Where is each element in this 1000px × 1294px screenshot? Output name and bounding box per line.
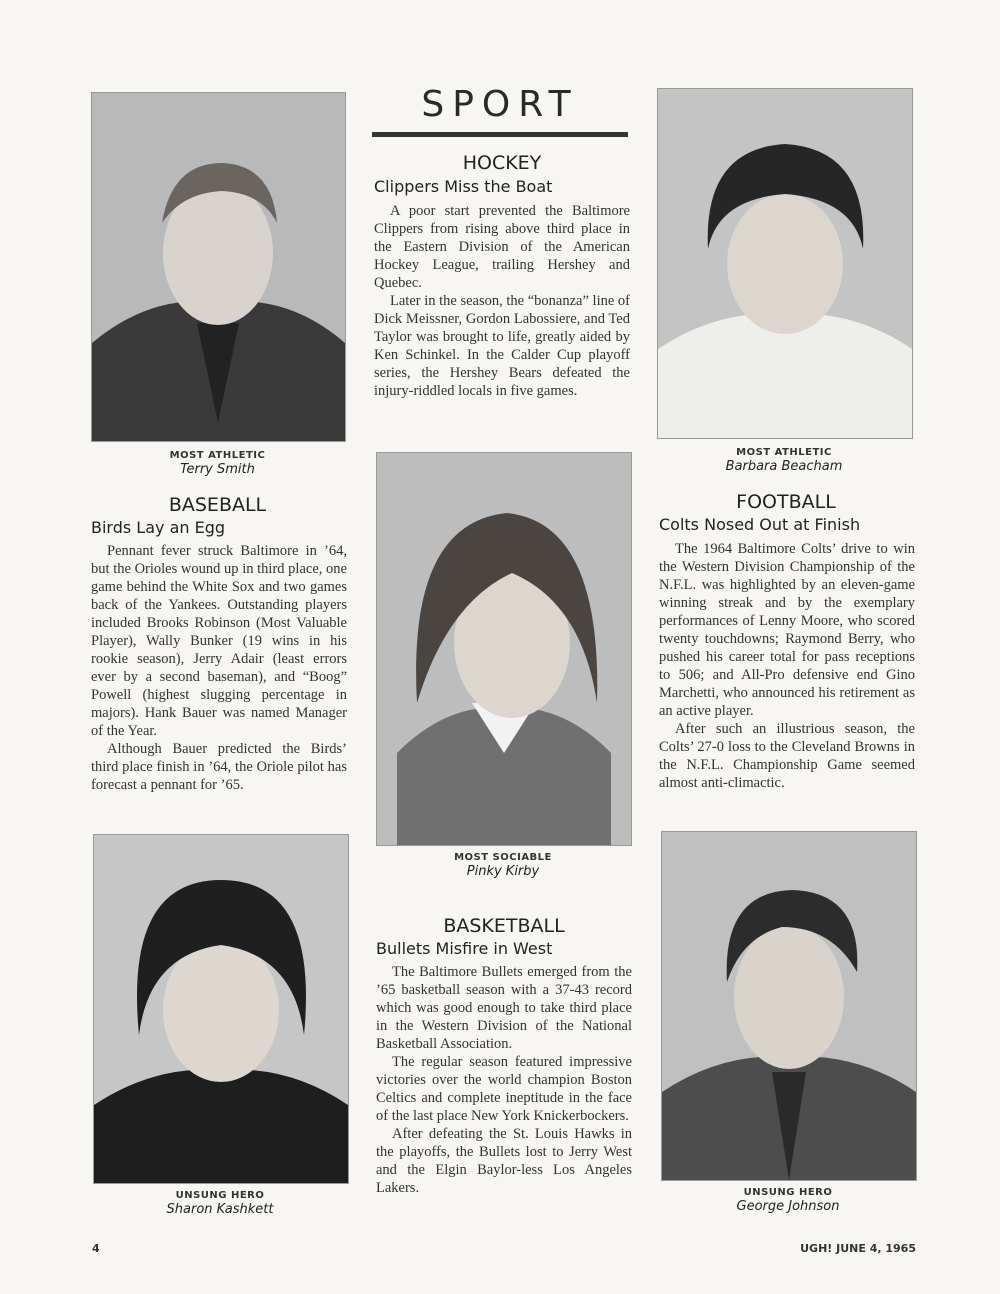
basketball-article (376, 963, 632, 1197)
football-article (659, 540, 915, 792)
hockey-headline: Clippers Miss the Boat (374, 177, 553, 196)
baseball-paragraph: Pennant fever struck Baltimore in ’64, but the Orioles wound up in third place, one game behind the White Sox and two games back of the Yankees. Outstanding players included Brooks Robinson (Most Valuable Player), Wally Bunker (19 wins in his rookie season), Jerry Adair (least errors ever by a second baseman), and “Boog” Powell (highest slugging percentage in majors). Hank Bauer was named Manager of the Year. (91, 543, 347, 739)
person-name: George Johnson (736, 1199, 840, 1214)
football-paragraph: After such an illustrious season, the Colts’ 27-0 loss to the Cleveland Browns in the N.F.L. Championship Game seemed almost anti-climactic. (659, 721, 915, 791)
award-label: UNSUNG HERO (743, 1187, 833, 1198)
portrait-photo-pinky-kirby (376, 452, 632, 846)
football-paragraph: The 1964 Baltimore Colts’ drive to win the Western Division Championship of the N.F.L. was highlighted by an eleven-game winning streak and by the exemplary performances of Lenny Moore, who scored twenty touchdowns; Raymond Berry, who pushed his career total for pass receptions to 506; and All-Pro defensive end Gino Marchetti, who announced his retirement as an active player. (659, 541, 915, 719)
basketball-paragraph: The regular season featured impressive victories over the world champion Boston Celtics and complete ineptitude in the face of the last place New York Knickerbockers. (376, 1054, 632, 1124)
portrait-caption-pinky-kirby (376, 852, 630, 879)
person-name: Pinky Kirby (466, 864, 540, 879)
award-label: MOST SOCIABLE (454, 852, 552, 863)
baseball-article (91, 542, 347, 794)
portrait-caption-barbara-beacham (657, 447, 911, 474)
award-label: MOST ATHLETIC (736, 447, 832, 458)
portrait-caption-george-johnson (661, 1187, 915, 1214)
basketball-paragraph: The Baltimore Bullets emerged from the ’65 basketball season with a 37-43 record which was good enough to take third place in the Western Division of the National Basketball Association. (376, 964, 632, 1052)
portrait-caption-sharon-kashkett (93, 1190, 347, 1217)
portrait-photo-george-johnson (661, 831, 917, 1181)
basketball-headline: Bullets Misfire in West (376, 939, 553, 958)
award-label: UNSUNG HERO (175, 1190, 265, 1201)
person-name: Terry Smith (180, 462, 255, 477)
portrait-caption-terry-smith (91, 450, 344, 477)
page-title: SPORT (421, 84, 579, 125)
portrait-photo-barbara-beacham (657, 88, 913, 439)
basketball-paragraph: After defeating the St. Louis Hawks in the playoffs, the Bullets lost to Jerry West and the Elgin Baylor-less Los Angeles Lakers. (376, 1126, 632, 1196)
baseball-title: BASEBALL (168, 494, 267, 516)
baseball-headline: Birds Lay an Egg (91, 518, 226, 537)
hockey-title: HOCKEY (462, 152, 542, 174)
basketball-title: BASKETBALL (443, 915, 565, 937)
title-rule (372, 132, 628, 137)
portrait-photo-terry-smith (91, 92, 346, 442)
portrait-photo-sharon-kashkett (93, 834, 349, 1184)
issue-line: UGH! JUNE 4, 1965 (800, 1242, 916, 1255)
hockey-paragraph: Later in the season, the “bonanza” line of Dick Meissner, Gordon Labossiere, and Ted Taylor was brought to life, greatly aided by Ken Schinkel. In the Calder Cup playoff series, the Hershey Bears defeated the injury-riddled locals in five games. (374, 293, 630, 399)
award-label: MOST ATHLETIC (169, 450, 266, 461)
football-title: FOOTBALL (736, 491, 836, 513)
hockey-paragraph: A poor start prevented the Baltimore Clippers from rising above third place in the Eastern Division of the American Hockey League, trailing Hershey and Quebec. (374, 203, 630, 291)
hockey-article (374, 202, 630, 400)
person-name: Sharon Kashkett (166, 1202, 274, 1217)
person-name: Barbara Beacham (725, 459, 843, 474)
page-number: 4 (92, 1242, 100, 1255)
baseball-paragraph: Although Bauer predicted the Birds’ third place finish in ’64, the Oriole pilot has forecast a pennant for ’65. (91, 741, 347, 793)
football-headline: Colts Nosed Out at Finish (659, 515, 861, 534)
